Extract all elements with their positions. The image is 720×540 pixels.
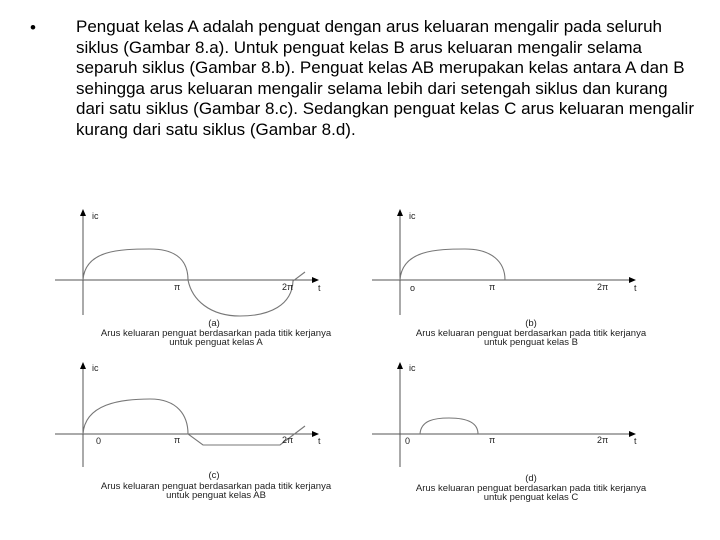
class-a-waveform	[83, 249, 305, 316]
class-b-waveform	[400, 249, 505, 280]
caption: untuk penguat kelas AB	[166, 490, 266, 501]
caption: Arus keluaran penguat berdasarkan pada titik kerjanya	[100, 328, 332, 339]
class-ab-waveform	[83, 399, 305, 445]
caption: Arus keluaran penguat berdasarkan pada titik kerjanya	[100, 481, 332, 492]
x-label: t	[634, 283, 637, 293]
y-label: ic	[409, 211, 416, 221]
y-label: ic	[92, 363, 99, 373]
two-pi-tick: 2π	[282, 282, 294, 292]
y-label: ic	[409, 363, 416, 373]
origin-label: 0	[96, 436, 102, 446]
caption: untuk penguat kelas B	[483, 337, 579, 348]
figure-tag: (a)	[208, 318, 220, 329]
x-label: t	[634, 436, 637, 446]
paragraph: Penguat kelas A adalah penguat dengan arus keluaran mengalir pada seluruh siklus (Gambar 8.a). Untuk penguat kelas B arus keluaran mengalir selama separuh siklus (Gambar 8.b). Penguat kelas AB merupakan kelas antara A dan B sehingga arus keluaran mengalir selama lebih dari setengah siklus dan kurang dari satu siklus (Gambar 8.c). Sedangkan penguat kelas C arus keluaran mengalir kurang dari satu siklus (Gambar 8.d).	[76, 17, 694, 139]
figure-c	[55, 363, 332, 501]
figure-a	[55, 210, 332, 348]
figure-tag: (d)	[525, 473, 537, 484]
pi-tick: π	[489, 435, 496, 445]
caption: Arus keluaran penguat berdasarkan pada titik kerjanya	[415, 328, 647, 339]
bullet: •	[30, 18, 36, 37]
caption: untuk penguat kelas A	[169, 337, 263, 348]
caption: untuk penguat kelas C	[483, 492, 579, 503]
y-label: ic	[92, 211, 99, 221]
pi-tick: π	[489, 282, 496, 292]
caption: Arus keluaran penguat berdasarkan pada titik kerjanya	[415, 483, 647, 494]
figure-tag: (b)	[525, 318, 537, 329]
pi-tick: π	[174, 435, 181, 445]
origin-label: o	[410, 283, 416, 293]
pi-tick: π	[174, 282, 181, 292]
origin-label: 0	[405, 436, 411, 446]
figure-b	[372, 210, 647, 348]
class-c-waveform	[420, 418, 478, 434]
x-label: t	[318, 436, 321, 446]
two-pi-tick: 2π	[597, 435, 609, 445]
x-label: t	[318, 283, 321, 293]
two-pi-tick: 2π	[282, 435, 294, 445]
figure-d	[372, 363, 647, 503]
two-pi-tick: 2π	[597, 282, 609, 292]
figure-tag: (c)	[208, 470, 220, 481]
